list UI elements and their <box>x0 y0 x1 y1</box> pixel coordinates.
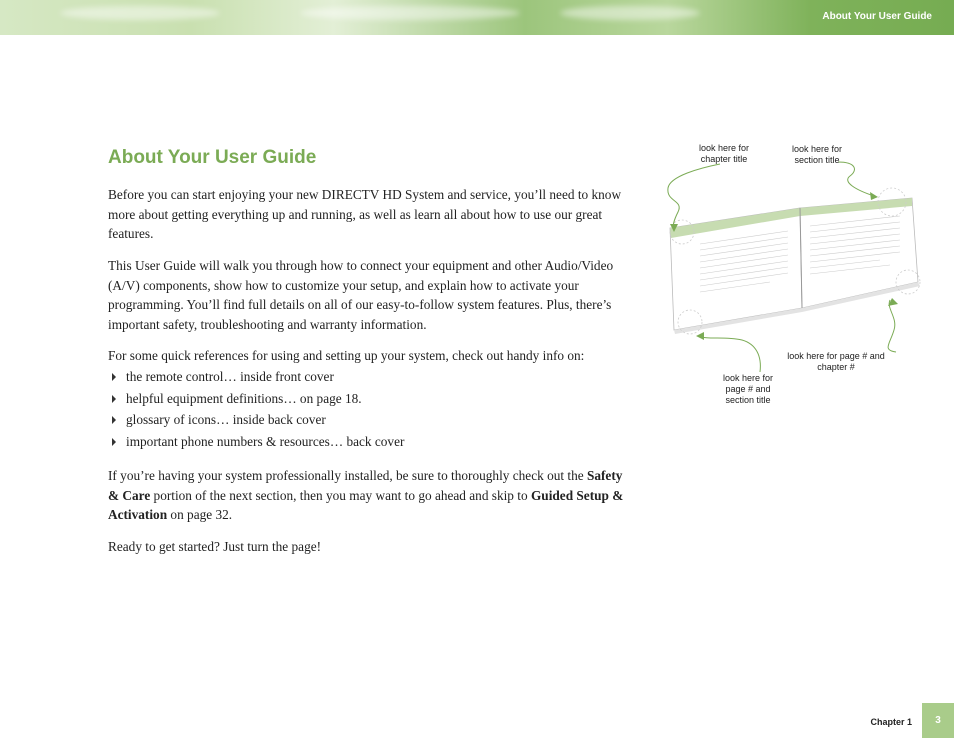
list-item: helpful equipment definitions… on page 18. <box>108 388 404 410</box>
safety-care-reference: Safety & Care <box>108 468 623 503</box>
callout-section-title: look here for section title <box>791 144 843 165</box>
triangle-bullet-icon <box>112 438 116 446</box>
list-item: important phone numbers & resources… back cover <box>108 431 404 453</box>
overview-paragraph: This User Guide will walk you through how to connect your equipment and other Audio/Video (A/V) components, show how to customize your setup, and explain how to activate your programming. You’ll find full details on all of our easy-to-follow system features. Plus, there’s important safety, troubleshooting and warranty information. <box>108 258 614 332</box>
page-number-tab: 3 <box>922 703 954 738</box>
user-guide-illustration <box>660 140 940 420</box>
header-banner <box>0 0 954 35</box>
triangle-bullet-icon <box>112 416 116 424</box>
triangle-bullet-icon <box>112 395 116 403</box>
triangle-bullet-icon <box>112 373 116 381</box>
list-item: the remote control… inside front cover <box>108 366 404 388</box>
callout-page-chapter: look here for page # and chapter # <box>787 351 885 372</box>
list-item: glossary of icons… inside back cover <box>108 409 404 431</box>
page-title: About Your User Guide <box>108 147 317 168</box>
quick-reference-paragraph: For some quick references for using and setting up your system, check out handy info on: <box>108 348 585 363</box>
running-header-title: About Your User Guide <box>822 11 932 22</box>
quick-reference-list <box>108 366 404 452</box>
guided-setup-reference: Guided Setup & Activation <box>108 487 624 522</box>
callout-chapter-title: look here for chapter title <box>698 143 750 164</box>
closing-paragraph: Ready to get started? Just turn the page! <box>108 539 322 554</box>
installation-paragraph: If you’re having your system professionally installed, be sure to thoroughly check out the Safety & Care portion of the next section, then you may want to go ahead and skip to Guided Setup & Activation on page 32. <box>108 468 624 522</box>
intro-paragraph: Before you can start enjoying your new DIRECTV HD System and service, you’ll need to know more about getting everything up and running, as well as learn all about how to use our great features. <box>108 187 622 241</box>
footer-chapter-label: Chapter 1 <box>870 717 912 727</box>
callout-page-section: look here for page # and section title <box>722 373 774 405</box>
